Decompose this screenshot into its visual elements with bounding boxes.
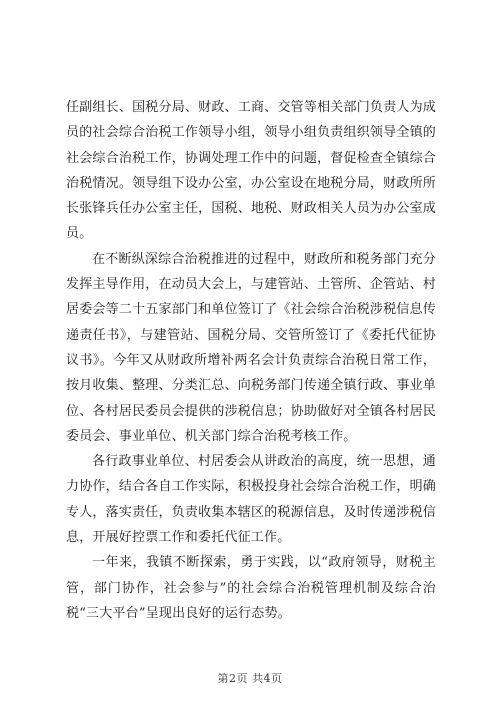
- paragraph-continuation: 任副组长、国税分局、财政、工商、交管等相关部门负责人为成员的社会综合治税工作领导小组，领导小组负责组织领导全镇的社会综合治税工作，协调处理工作中的问题，督促检查全镇综合治税情况。领导组下设办公室，办公室设在地税分局，财政所所长张锋兵任办公室主任，国税、地税、财政相关人员为办公室成员。: [66, 100, 436, 242]
- paragraph: 一年来，我镇不断探索，勇于实践，以“政府领导，财税主管，部门协作，社会参与”的社会综合治税管理机制及综合治税“三大平台”呈现出良好的运行态势。: [66, 555, 436, 621]
- paragraph: 在不断纵深综合治税推进的过程中，财政所和税务部门充分发挥主导作用，在动员大会上，与建管站、土管所、企管站、村居委会等二十五家部门和单位签订了《社会综合治税涉税信息传递责任书》，与建管站、国税分局、交管所签订了《委托代征协议书》。今年又从财政所增补两名会计负责综合治税日常工作，按月收集、整理、分类汇总、向税务部门传递全镇行政、事业单位、各村居民委员会提供的涉税信息；协助做好对全镇各村居民委员会、事业单位、机关部门综合治税考核工作。: [66, 251, 436, 444]
- paragraph: 各行政事业单位、村居委会从讲政治的高度，统一思想，通力协作，结合各自工作实际，积极投身社会综合治税工作，明确专人，落实责任，负责收集本辖区的税源信息，及时传递涉税信息，开展好控票工作和委托代征工作。: [66, 454, 436, 546]
- document-body: [66, 95, 436, 626]
- page-number: 第2页 共4页: [217, 672, 283, 685]
